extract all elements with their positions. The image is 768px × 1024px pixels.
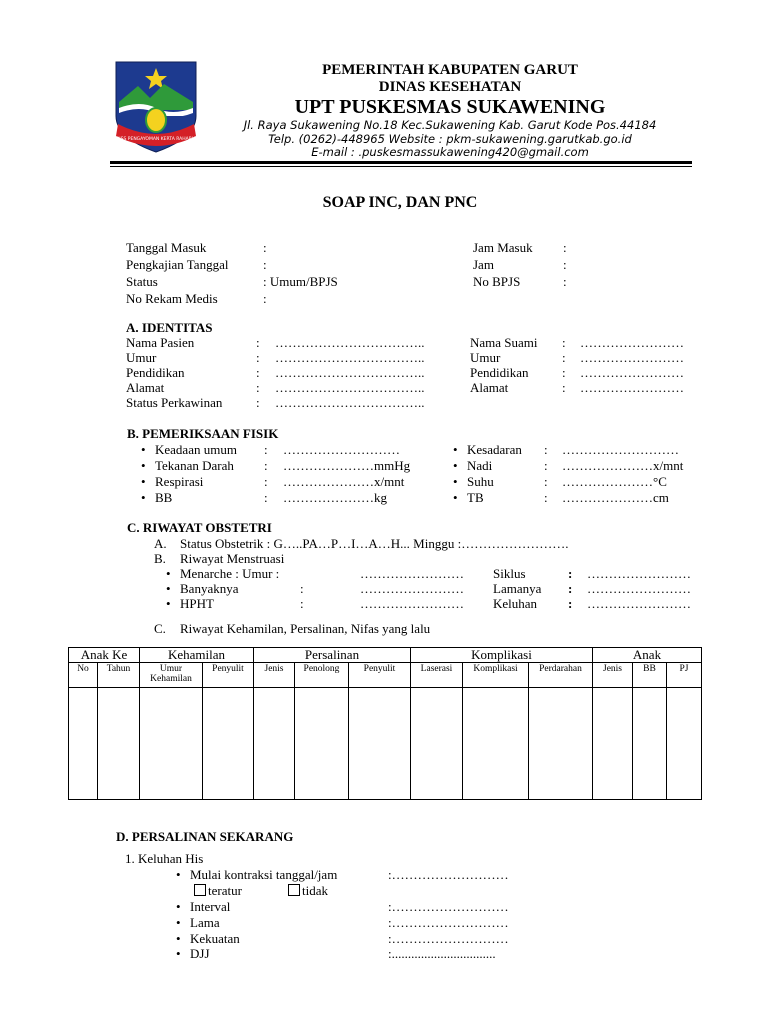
identitas-field[interactable]: …………………… (580, 350, 684, 365)
colon: : (264, 474, 268, 489)
colon: : (300, 596, 304, 611)
checkbox-box[interactable] (194, 884, 206, 896)
fisik-label: • Respirasi (155, 474, 203, 490)
col-pj: PJ (667, 663, 702, 688)
colon: : (544, 442, 548, 457)
col-komplikasi: Komplikasi (463, 663, 529, 688)
obstetri-c-letter: C. (154, 621, 166, 636)
identitas-field[interactable]: …………………………….. (275, 350, 425, 365)
fisik-label: • BB (155, 490, 172, 506)
colon: : (544, 490, 548, 505)
colon: : (544, 474, 548, 489)
document-title: SOAP INC, DAN PNC (322, 194, 478, 211)
menstruasi-field[interactable]: …………………… (587, 596, 691, 611)
obstetri-b-letter: B. (154, 551, 166, 566)
identitas-field[interactable]: …………………………….. (275, 365, 425, 380)
colon: : (544, 458, 548, 473)
identitas-label: Alamat (126, 380, 165, 395)
group-persalinan: Persalinan (254, 648, 411, 663)
identitas-field[interactable]: …………………………….. (275, 380, 425, 395)
section-fisik-heading: B. PEMERIKSAAN FISIK (127, 426, 279, 441)
colon: : (256, 365, 260, 380)
col-penolong: Penolong (295, 663, 349, 688)
colon: : (568, 581, 573, 596)
fisik-label: • Nadi (467, 458, 492, 474)
cell-tahun[interactable] (98, 688, 140, 800)
fisik-label: • TB (467, 490, 484, 506)
colon: : (264, 490, 268, 505)
info-value[interactable]: : (263, 291, 267, 306)
colon: : (562, 335, 566, 350)
persalinan-label: • Interval (190, 899, 230, 915)
info-value[interactable]: : (563, 274, 567, 289)
info-label: Jam Masuk (473, 240, 533, 255)
col-jenis-persalinan: Jenis (254, 663, 295, 688)
riwayat-kehamilan-label: Riwayat Kehamilan, Persalinan, Nifas yang lalu (180, 621, 431, 636)
keluhan-his-label: 1. Keluhan His (125, 851, 204, 866)
cell-umur-kehamilan[interactable] (140, 688, 203, 800)
col-umur-kehamilan: Umur Kehamilan (140, 663, 203, 688)
col-penyulit-kehamilan: Penyulit (203, 663, 254, 688)
garut-logo (110, 58, 202, 156)
status-obstetrik: Status Obstetrik : G…..PA…P…I…A…H... Minggu :……………………. (180, 536, 569, 551)
identitas-field[interactable]: …………………… (580, 335, 684, 350)
persalinan-label: • Kekuatan (190, 931, 240, 947)
colon: : (256, 395, 260, 410)
header-gov: PEMERINTAH KABUPATEN GARUT (322, 62, 578, 78)
fisik-label: • Tekanan Darah (155, 458, 234, 474)
checkbox-tidak[interactable] (288, 883, 328, 899)
fisik-field[interactable]: …………………°C (562, 474, 667, 489)
group-kehamilan: Kehamilan (140, 648, 254, 663)
section-persalinan-heading: D. PERSALINAN SEKARANG (116, 829, 294, 844)
header-rule-thin (110, 166, 692, 167)
fisik-label: • Keadaan umum (155, 442, 237, 458)
menstruasi-label: Lamanya (493, 581, 542, 596)
fisik-field[interactable]: ……………………… (562, 442, 679, 457)
info-label: No Rekam Medis (126, 291, 218, 306)
identitas-label: Umur (126, 350, 157, 365)
colon: : (568, 566, 573, 581)
fisik-field[interactable]: ……………………… (283, 442, 400, 457)
info-label: Status (126, 274, 158, 289)
header-phone: Telp. (0262)-448965 Website : pkm-sukawening.garutkab.go.id (268, 132, 632, 146)
fisik-field[interactable]: …………………mmHg (283, 458, 411, 473)
cell-penyulit-persalinan[interactable] (349, 688, 411, 800)
colon: : (562, 350, 566, 365)
info-label: Pengkajian Tanggal (126, 257, 229, 272)
col-bb: BB (633, 663, 667, 688)
col-perdarahan: Perdarahan (529, 663, 593, 688)
fisik-field[interactable]: …………………cm (562, 490, 669, 505)
identitas-field[interactable]: …………………… (580, 365, 684, 380)
persalinan-field[interactable]: :……………………… (388, 915, 509, 930)
col-laserasi: Laserasi (411, 663, 463, 688)
fisik-field[interactable]: …………………x/mnt (562, 458, 684, 473)
identitas-label: Nama Suami (470, 335, 538, 350)
info-value[interactable]: : (563, 240, 567, 255)
cell-bb[interactable] (633, 688, 667, 800)
checkbox-tidak-label: tidak (302, 883, 328, 898)
menstruasi-field[interactable]: …………………… (587, 581, 691, 596)
menstruasi-label: • Banyaknya (180, 581, 238, 597)
identitas-label: Status Perkawinan (126, 395, 223, 410)
colon: : (256, 335, 260, 350)
persalinan-label: • Mulai kontraksi tanggal/jam (190, 867, 337, 883)
checkbox-teratur-label: teratur (208, 883, 242, 898)
section-obstetri-heading: C. RIWAYAT OBSTETRI (127, 520, 272, 535)
col-jenis-anak: Jenis (593, 663, 633, 688)
menstruasi-field[interactable]: …………………… (360, 581, 464, 596)
cell-penolong[interactable] (295, 688, 349, 800)
header-org: UPT PUSKESMAS SUKAWENING (294, 96, 606, 118)
col-penyulit-persalinan: Penyulit (349, 663, 411, 688)
group-anak-ke: Anak Ke (69, 648, 140, 663)
checkbox-teratur[interactable] (194, 883, 242, 899)
menstruasi-label: • HPHT (180, 596, 214, 612)
cell-jenis-anak[interactable] (593, 688, 633, 800)
colon: : (264, 442, 268, 457)
menstruasi-label: Siklus (493, 566, 526, 581)
identitas-label: Umur (470, 350, 501, 365)
info-label: Tanggal Masuk (126, 240, 207, 255)
header-address: Jl. Raya Sukawening No.18 Kec.Sukawening Kab. Garut Kode Pos.44184 (243, 118, 657, 132)
section-identitas-heading: A. IDENTITAS (126, 320, 213, 335)
info-value[interactable]: : (563, 257, 567, 272)
checkbox-box[interactable] (288, 884, 300, 896)
persalinan-label: • DJJ (190, 946, 210, 962)
info-label: No BPJS (473, 274, 521, 289)
persalinan-label: • Lama (190, 915, 220, 931)
info-value[interactable]: : (263, 240, 267, 255)
colon: : (256, 380, 260, 395)
header-email: E-mail : .puskesmassukawening420@gmail.com (311, 145, 589, 159)
identitas-label: Nama Pasien (126, 335, 195, 350)
colon: : (568, 596, 573, 611)
colon: : (562, 380, 566, 395)
riwayat-menstruasi-label: Riwayat Menstruasi (180, 551, 285, 566)
colon: : (300, 581, 304, 596)
history-table (68, 647, 702, 800)
identitas-field[interactable]: …………………………….. (275, 395, 425, 410)
fisik-field[interactable]: …………………x/mnt (283, 474, 405, 489)
fisik-field[interactable]: …………………kg (283, 490, 387, 505)
menstruasi-label: • Menarche : Umur : (180, 566, 279, 582)
cell-no[interactable] (69, 688, 98, 800)
cell-pj[interactable] (667, 688, 702, 800)
fisik-label: • Suhu (467, 474, 494, 490)
menstruasi-field[interactable]: …………………… (360, 566, 464, 581)
identitas-label: Pendidikan (470, 365, 529, 380)
persalinan-field[interactable]: :……………………… (388, 899, 509, 914)
menstruasi-label: Keluhan (493, 596, 538, 611)
fisik-label: • Kesadaran (467, 442, 522, 458)
group-komplikasi: Komplikasi (411, 648, 593, 663)
info-value[interactable]: : Umum/BPJS (263, 274, 338, 289)
cell-jenis-persalinan[interactable] (254, 688, 295, 800)
identitas-field[interactable]: …………………… (580, 380, 684, 395)
persalinan-field[interactable]: :……………………… (388, 867, 509, 882)
header-dept: DINAS KESEHATAN (378, 79, 522, 95)
header-rule-thick (110, 161, 692, 164)
cell-laserasi[interactable] (411, 688, 463, 800)
info-label: Jam (473, 257, 494, 272)
col-no: No (69, 663, 98, 688)
cell-perdarahan[interactable] (529, 688, 593, 800)
persalinan-field[interactable]: :................................ (388, 946, 496, 961)
info-value[interactable]: : (263, 257, 267, 272)
cell-komplikasi[interactable] (463, 688, 529, 800)
identitas-label: Alamat (470, 380, 509, 395)
col-tahun: Tahun (98, 663, 140, 688)
logo-ribbon-text: DISS PENGAYOMAN KERTA RAHARJA (115, 137, 197, 142)
identitas-field[interactable]: …………………………….. (275, 335, 425, 350)
obstetri-a-letter: A. (154, 536, 167, 551)
identitas-label: Pendidikan (126, 365, 185, 380)
menstruasi-field[interactable]: …………………… (587, 566, 691, 581)
colon: : (264, 458, 268, 473)
persalinan-field[interactable]: :……………………… (388, 931, 509, 946)
menstruasi-field[interactable]: …………………… (360, 596, 464, 611)
group-anak: Anak (593, 648, 702, 663)
colon: : (256, 350, 260, 365)
cell-penyulit-kehamilan[interactable] (203, 688, 254, 800)
colon: : (562, 365, 566, 380)
history-table-empty-row (69, 688, 702, 800)
